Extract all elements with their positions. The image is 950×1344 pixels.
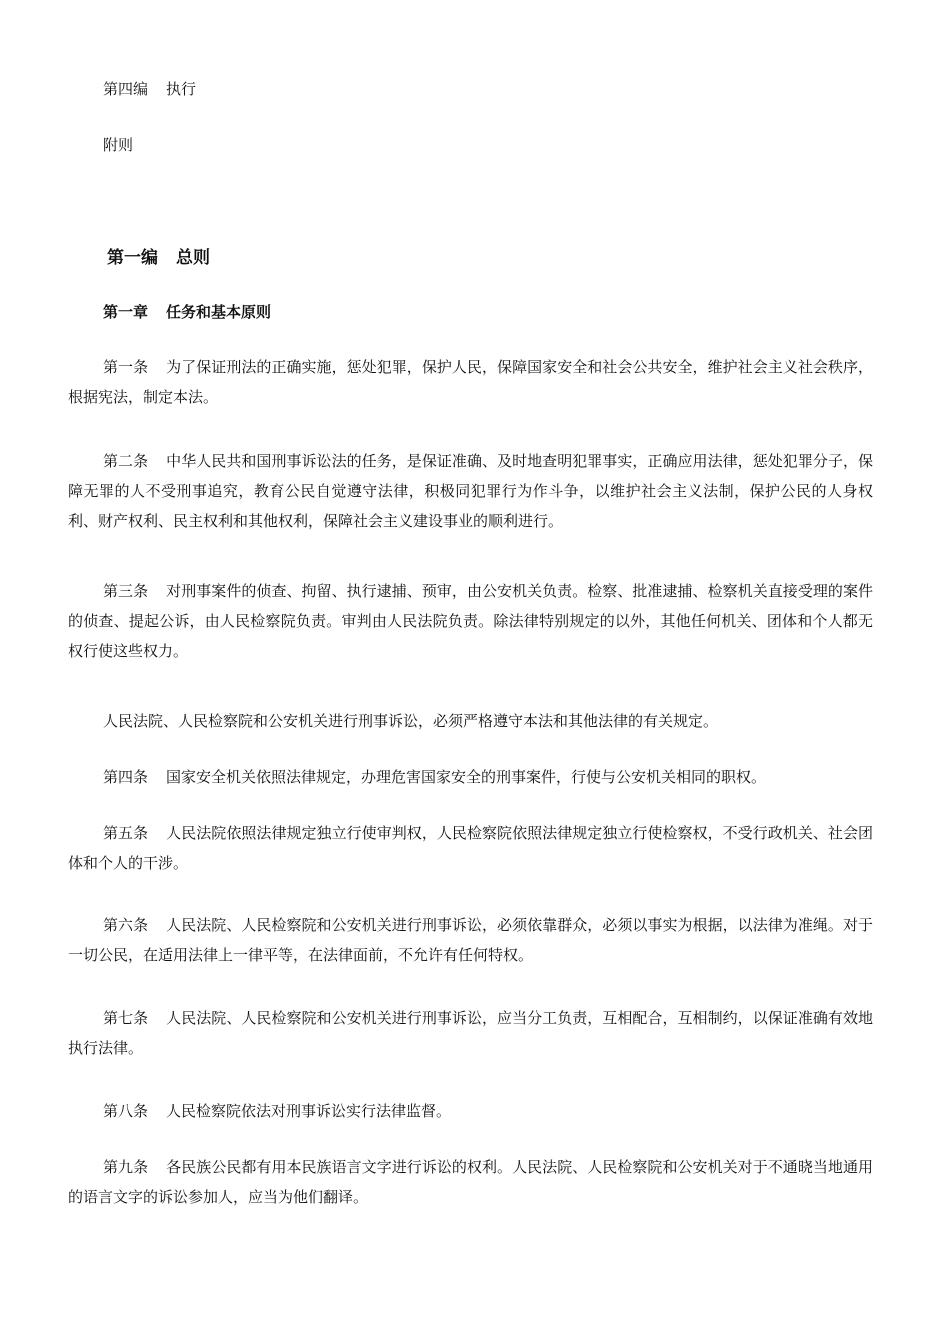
toc-entry-part4 <box>103 78 196 99</box>
toc-part-number: 附则 <box>103 136 134 154</box>
article-label: 第八条 <box>103 1102 149 1120</box>
toc-part-number: 第四编 <box>103 80 149 98</box>
article-text: 为了保证刑法的正确实施，惩处犯罪，保护人民，保障国家安全和社会公共安全，维护社会主义社会秩序，根据宪法，制定本法。 <box>68 358 873 406</box>
part-heading <box>107 243 210 268</box>
article-label: 第七条 <box>103 1009 149 1027</box>
article-text: 人民法院依照法律规定独立行使审判权，人民检察院依照法律规定独立行使检察权，不受行政机关、社会团体和个人的干涉。 <box>68 824 873 872</box>
article-7 <box>68 1003 873 1063</box>
article-2 <box>68 446 873 536</box>
toc-part-title: 执行 <box>166 80 197 98</box>
article-3 <box>68 576 873 666</box>
article-label: 第四条 <box>103 768 149 786</box>
article-text: 人民法院、人民检察院和公安机关进行刑事诉讼，必须严格遵守本法和其他法律的有关规定。 <box>103 712 719 730</box>
chapter-number: 第一章 <box>103 303 149 321</box>
article-text: 中华人民共和国刑事诉讼法的任务，是保证准确、及时地查明犯罪事实，正确应用法律，惩处犯罪分子，保障无罪的人不受刑事追究，教育公民自觉遵守法律，积极同犯罪行为作斗争，以维护社会主义法制，保护公民的人身权利、财产权利、民主权利和其他权利，保障社会主义建设事业的顺利进行。 <box>68 452 873 530</box>
article-text: 人民法院、人民检察院和公安机关进行刑事诉讼，应当分工负责，互相配合，互相制约，以保证准确有效地执行法律。 <box>68 1009 873 1057</box>
article-label: 第三条 <box>103 582 149 600</box>
article-text: 人民检察院依法对刑事诉讼实行法律监督。 <box>166 1102 452 1120</box>
article-text: 各民族公民都有用本民族语言文字进行诉讼的权利。人民法院、人民检察院和公安机关对于不通晓当地通用的语言文字的诉讼参加人，应当为他们翻译。 <box>68 1158 873 1206</box>
part-name: 总则 <box>176 248 210 268</box>
article-4 <box>68 762 873 792</box>
article-label: 第一条 <box>103 358 149 376</box>
article-label: 第五条 <box>103 824 149 842</box>
article-text: 人民法院、人民检察院和公安机关进行刑事诉讼，必须依靠群众，必须以事实为根据，以法律为准绳。对于一切公民，在适用法律上一律平等，在法律面前，不允许有任何特权。 <box>68 916 873 964</box>
part-number: 第一编 <box>107 248 158 268</box>
article-9 <box>68 1152 873 1212</box>
article-8 <box>68 1096 873 1126</box>
article-label: 第六条 <box>103 916 149 934</box>
article-text: 对刑事案件的侦查、拘留、执行逮捕、预审，由公安机关负责。检察、批准逮捕、检察机关直接受理的案件的侦查、提起公诉，由人民检察院负责。审判由人民法院负责。除法律特别规定的以外，其他任何机关、团体和个人都无权行使这些权力。 <box>68 582 873 660</box>
article-3-paragraph-2 <box>68 706 873 736</box>
chapter-name: 任务和基本原则 <box>166 303 272 321</box>
article-5 <box>68 818 873 878</box>
article-label: 第二条 <box>103 452 149 470</box>
chapter-heading <box>103 301 271 322</box>
article-text: 国家安全机关依照法律规定，办理危害国家安全的刑事案件，行使与公安机关相同的职权。 <box>166 768 767 786</box>
article-6 <box>68 910 873 970</box>
article-1 <box>68 352 873 412</box>
article-label: 第九条 <box>103 1158 149 1176</box>
toc-entry-appendix <box>103 134 133 155</box>
